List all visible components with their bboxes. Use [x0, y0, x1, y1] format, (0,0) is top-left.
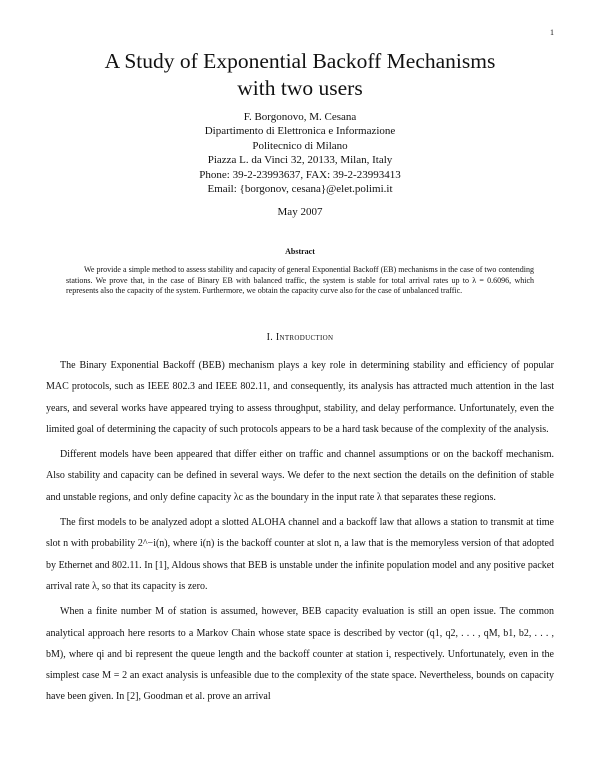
paragraph-1: The Binary Exponential Backoff (BEB) mechanism plays a key role in determining stability and efficiency of popular MAC protocols, such as IEEE 802.3 and IEEE 802.11, and consequently, its analysis has attracted much attention in the last years, and several works have appeared trying to assess throughput, stability, and delay performance. Unfortunately, even the limited goal of determining the capacity of such protocols appears to be a hard task because of the complexity of the analysis.: [46, 360, 554, 435]
author-phone: Phone: 39-2-23993637, FAX: 39-2-23993413: [199, 168, 401, 181]
author-block: [0, 110, 600, 196]
paragraph-4: When a finite number M of station is assumed, however, BEB capacity evaluation is still an open issue. The common analytical approach here resorts to a Markov Chain whose state space is described by vector (q1, q2, . . . , qM, b1, b2, . . . , bM), where qi and bi represent the queue length and the backoff counter at station i, respectively. Unfortunately, even in the simplest case M = 2 an exact analysis is unfeasible due to the complexity of the state space. Nevertheless, bounds on capacity have been given. In [2], Goodman et al. prove an arrival: [46, 606, 554, 703]
title-line-2: with two users: [237, 76, 363, 100]
affiliation-department: Dipartimento di Elettronica e Informazione: [204, 125, 396, 138]
page-number: 1: [550, 28, 554, 37]
paragraph-2: Different models have been appeared that differ either on traffic and channel assumptions or on the backoff mechanism. Also stability and capacity can be defined in several ways. We defer to the next section the details on the definition of stable and unstable regions, and only define capacity λc as the boundary in the input rate λ that separates these regions.: [46, 449, 554, 503]
author-names: F. Borgonovo, M. Cesana: [243, 111, 357, 123]
section-heading-introduction: I. Introduction: [266, 332, 334, 343]
affiliation-university: Politecnico di Milano: [252, 139, 348, 152]
introduction-body: [46, 355, 554, 712]
paragraph-3: The first models to be analyzed adopt a slotted ALOHA channel and a backoff law that allows a station to transmit at time slot n with probability 2^−i(n), where i(n) is the backoff counter at slot n, a law that is the memoryless version of that adopted by Ethernet and 802.11. In [1], Aldous shows that BEB is unstable under the infinite population model and any positive packet arrival rate λ, so that its capacity is zero.: [46, 517, 554, 592]
publication-date: May 2007: [277, 206, 323, 218]
title-line-1: A Study of Exponential Backoff Mechanisms: [104, 49, 496, 73]
paper-title: [0, 48, 600, 102]
abstract-heading: Abstract: [285, 247, 315, 256]
abstract-text: We provide a simple method to assess stability and capacity of general Exponential Backoff (EB) mechanisms in the case of two contending stations. We prove that, in the case of Binary EB with balanced traffic, the system is stable for total arrival rates up to λ = 0.6096, which represents also the capacity of the system. Furthermore, we obtain the capacity curve also for the case of unbalanced traffic.: [66, 265, 534, 296]
author-email: Email: {borgonov, cesana}@elet.polimi.it: [207, 183, 393, 196]
author-address: Piazza L. da Vinci 32, 20133, Milan, Italy: [207, 154, 393, 167]
